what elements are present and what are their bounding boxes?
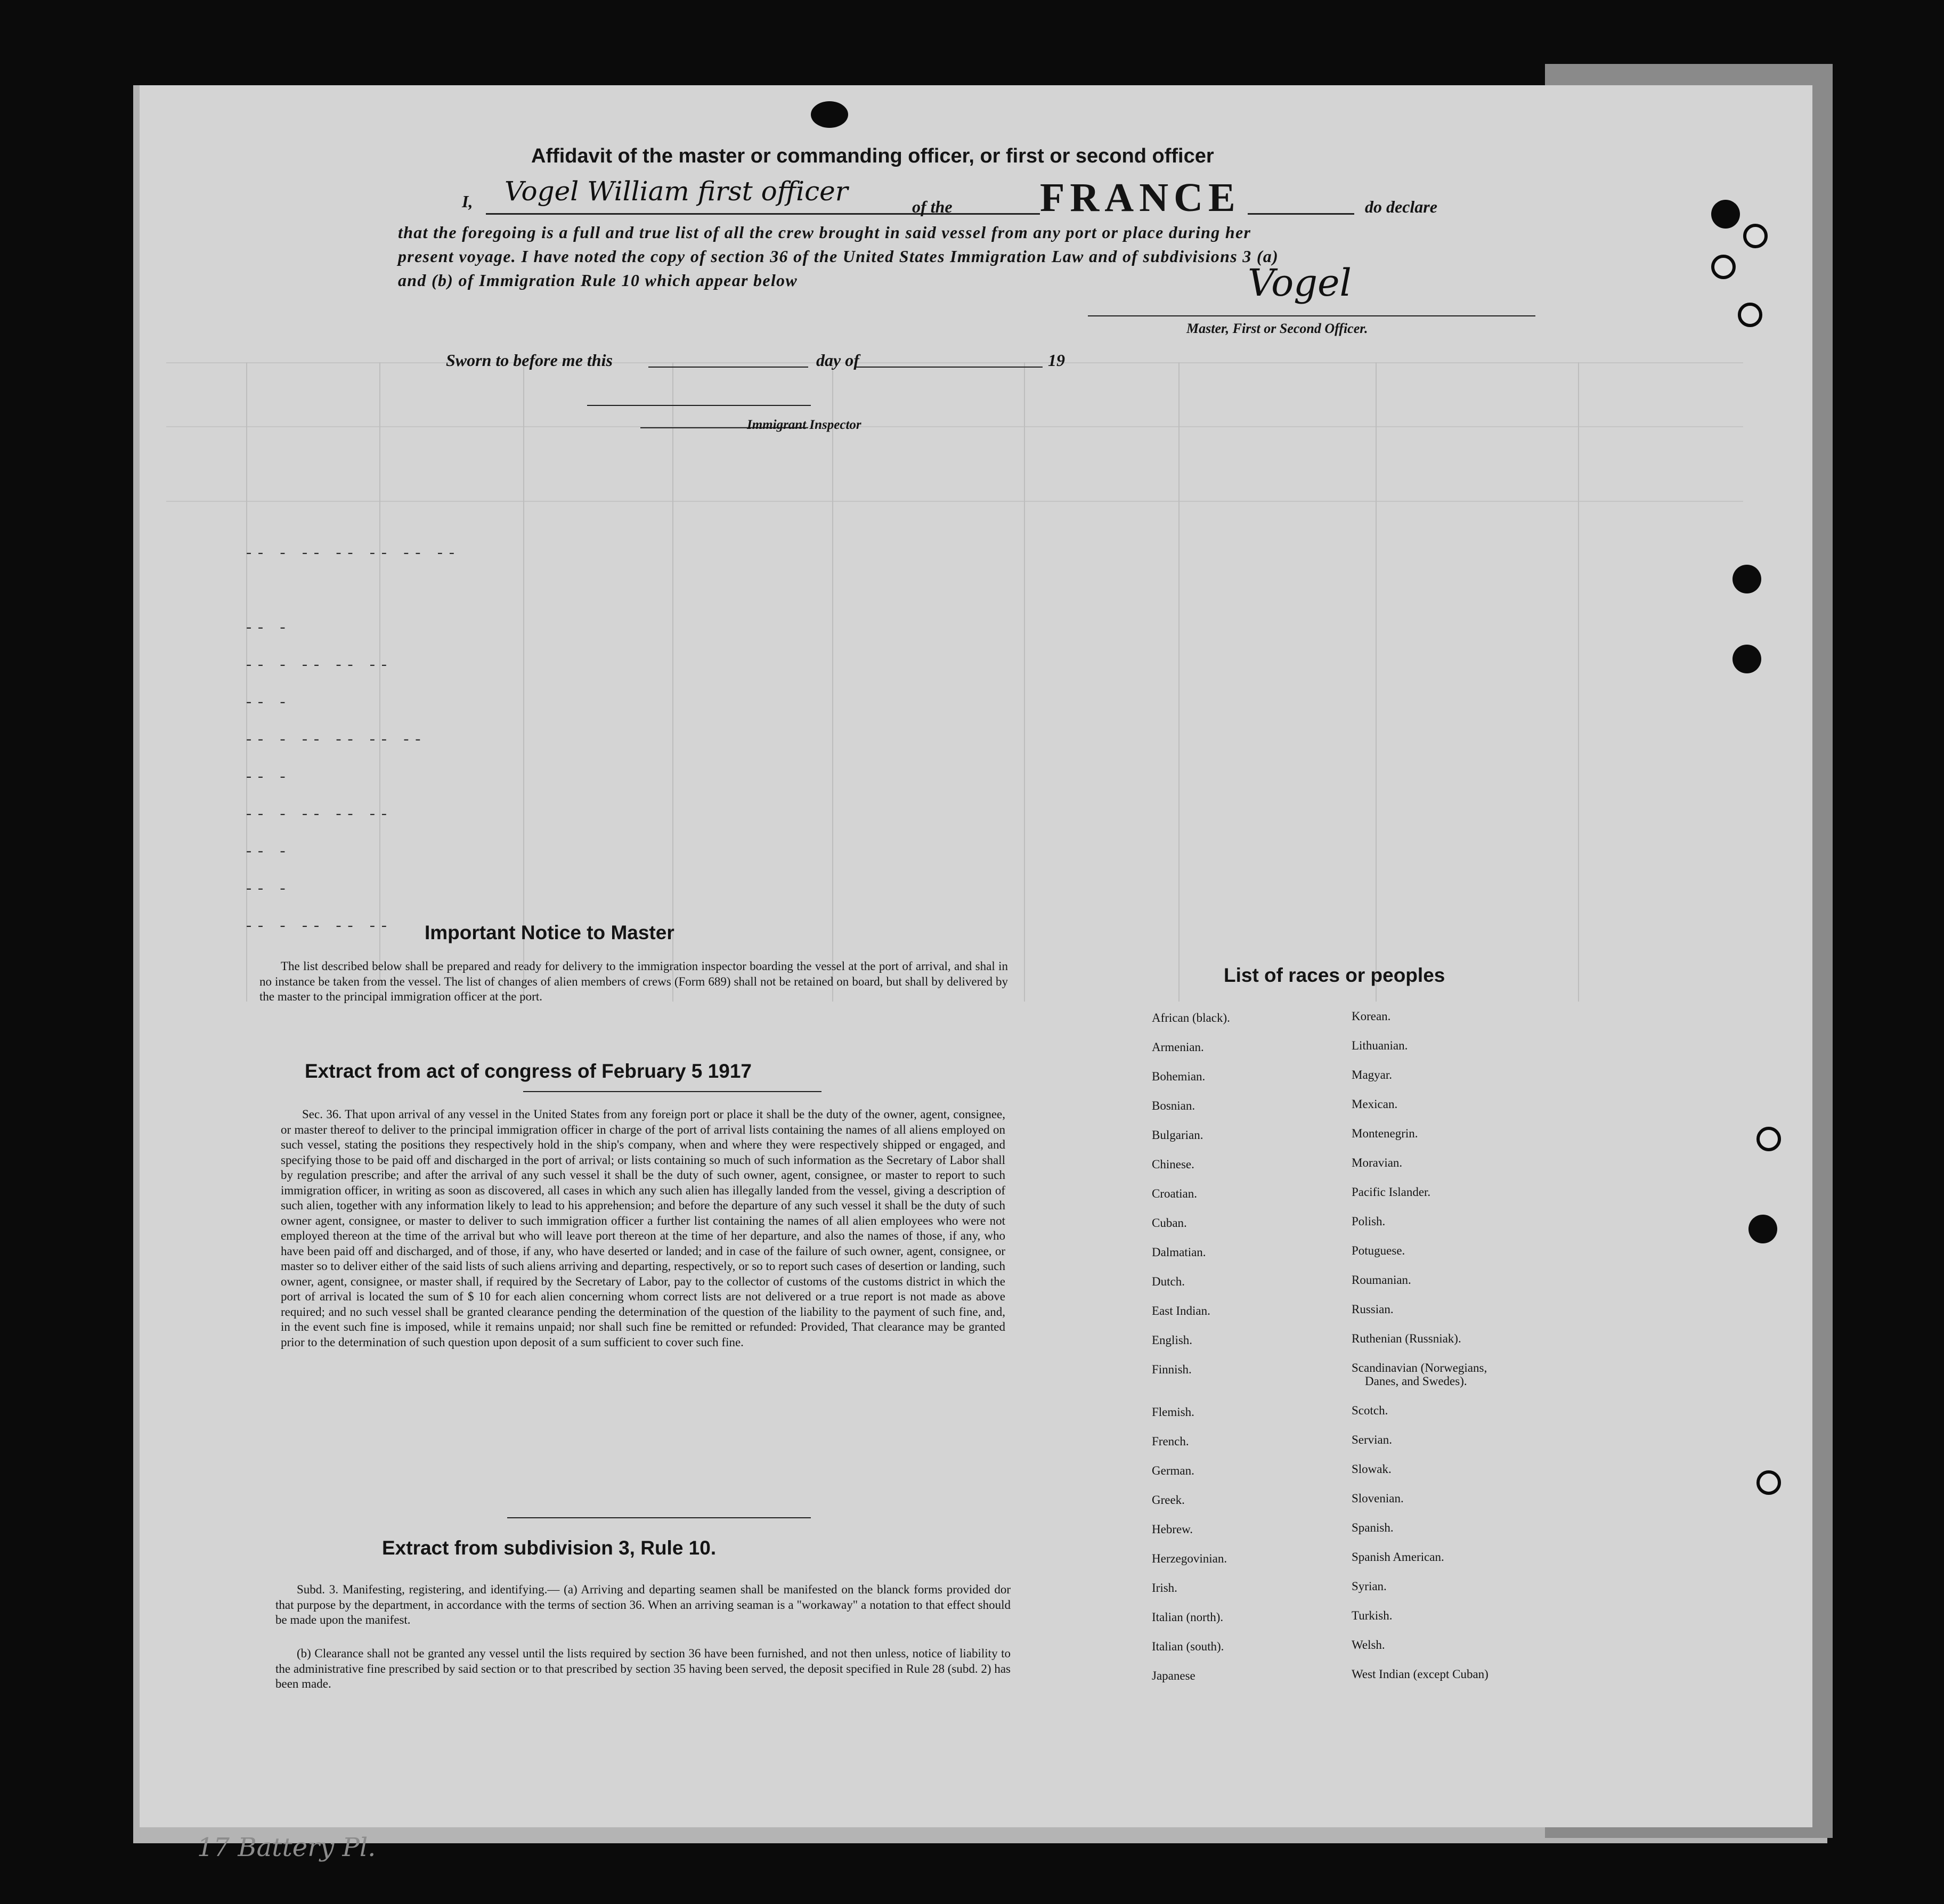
rule-title: Extract from subdivision 3, Rule 10. — [382, 1537, 717, 1559]
race-item: Magyar. — [1352, 1068, 1393, 1081]
race-item: Bosnian. — [1152, 1099, 1195, 1112]
underlying-handwriting: 17 Battery Pl. — [197, 1833, 376, 1862]
race-item: Ruthenian (Russniak). — [1352, 1332, 1461, 1345]
sworn-month-line — [856, 367, 1043, 368]
race-item: African (black). — [1152, 1011, 1230, 1024]
officer-signature: Vogel — [1248, 261, 1352, 305]
races-title: List of races or peoples — [1224, 964, 1445, 986]
officer-line — [486, 213, 1040, 215]
race-item: Cuban. — [1152, 1216, 1187, 1230]
punch-hole — [1743, 224, 1768, 248]
race-item: Bulgarian. — [1152, 1128, 1203, 1142]
inspector-line-1 — [587, 405, 811, 406]
affidavit-of-the: of the — [912, 197, 953, 216]
race-item: Mexican. — [1352, 1097, 1398, 1111]
race-item: Pacific Islander. — [1352, 1185, 1431, 1199]
race-item: Italian (north). — [1152, 1610, 1224, 1624]
race-item: East Indian. — [1152, 1304, 1210, 1317]
race-item: Roumanian. — [1352, 1273, 1411, 1287]
race-item: French. — [1152, 1435, 1189, 1448]
affidavit-i: I, — [462, 192, 473, 211]
race-item: Korean. — [1352, 1010, 1391, 1023]
race-item: Syrian. — [1352, 1580, 1387, 1593]
race-item: Slovenian. — [1352, 1492, 1404, 1505]
race-item: Scandinavian (Norwegians, — [1352, 1361, 1487, 1374]
sworn-text: Sworn to before me this — [446, 351, 613, 370]
race-item: Greek. — [1152, 1493, 1185, 1507]
sworn-day-of: day of — [816, 351, 859, 370]
punch-hole — [1756, 1127, 1781, 1151]
sworn-date-line — [648, 367, 808, 368]
act-title: Extract from act of congress of February 5 1917 — [305, 1060, 752, 1082]
race-item: Moravian. — [1352, 1156, 1403, 1169]
signature-line — [1088, 315, 1535, 316]
race-item: Irish. — [1152, 1581, 1177, 1594]
race-item: Montenegrin. — [1352, 1127, 1418, 1140]
race-item: Japanese — [1152, 1669, 1195, 1682]
race-item: Herzegovinian. — [1152, 1552, 1227, 1565]
punch-hole — [811, 101, 848, 128]
race-item: Bohemian. — [1152, 1070, 1206, 1083]
race-item: Lithuanian. — [1352, 1039, 1408, 1052]
race-item: Finnish. — [1152, 1363, 1192, 1376]
act-title-rule — [523, 1091, 821, 1092]
race-item: Slowak. — [1352, 1462, 1392, 1476]
race-item: Potuguese. — [1352, 1244, 1405, 1257]
notice-title: Important Notice to Master — [425, 922, 674, 943]
punch-hole — [1711, 255, 1736, 279]
race-item: Italian (south). — [1152, 1640, 1224, 1653]
race-item: Armenian. — [1152, 1040, 1204, 1054]
race-item: Scotch. — [1352, 1404, 1388, 1417]
inspector-caption: Immigrant Inspector — [747, 418, 861, 432]
punch-hole — [1711, 200, 1740, 229]
punch-hole — [1738, 303, 1762, 327]
race-item: Welsh. — [1352, 1638, 1385, 1651]
race-item: Dutch. — [1152, 1275, 1185, 1288]
race-item: Spanish American. — [1352, 1550, 1444, 1564]
manifest-page: Affidavit of the master or commanding officer, or first or second officer I, Vogel William first officer of the FRANCE do declare that the foregoing is a full and true list of all the crew brought in said vessel from any port or place during her present voyage. I have noted the copy of section 36 of the United States Immigration Law and of subdivisions 3 (a) and (b) of Immigration Rule 10 which appear below Vogel Master, First or Second Officer. Sworn to before me this day of 19 Immigrant Inspector -- - -- -- -- -- -- -- - -- - -- -- -- -- - -- - -- -- -- -- -- - -- - -- -- -- -- - -- - -- - -- -- -- Important Notice to Master The list described below shall be prepared and ready for delivery to the immigration inspector boarding the vessel at the port of arrival, and shal in no instance be taken from the vessel. The list of changes of alien members of crews (Form 689) shall not be retained on board, but shall by delivered by the master to the principal immigration officer at the port. Extract from act of congress of February 5 1917 Sec. 36. That upon arrival of any vessel in the United States from any foreign port or place it shall be the duty of the owner, agent, consignee, or master thereof to deliver to the principal immigration officer in charge of the port of arrival lists containing the names of all aliens employed on such vessel, stating the positions they respectively hold in the ship's company, when and where they were respectively shipped or engaged, and specifying those to be paid off and discharged in the port of arrival; or lists containing so much of such information as the Secretary of Labor shall by regulation prescribe; and after the arrival of any such vessel it shall be the duty of such owner, agent, consignee, or master to report to such immigration officer, in writing as soon as discovered, all cases in which any such alien has illegally landed from the vessel, giving a description of such alien, together with any information likely to lead to his apprehension; and before the departure of any such vessel it shall be the duty of such owner agent, consignee, or master to deliver to such immigration officer a further list containing the names of all alien employees who were not employed thereon at the time of the arrival but who will leave port thereon at the time of her departure, and also the names of those, if any, who have been paid off and discharged, and of those, if any, who have deserted or landed; and in case of the failure of such owner, agent, consignee, or master so to deliver either of the said lists of such aliens arriving and departing, respectively, or so to report such cases of desertion or landing, such owner, agent, consignee, or master shall, if required by the Secretary of Labor, pay to the collector of customs of the customs district in which the port of arrival is located the sum of $ 10 for each alien concerning whom correct lists are not delivered or a true report is not made as above required; and no such vessel shall be granted clearance pending the determination of the question of the liability to the payment of such fine, and, in the event such fine is imposed, while it remains unpaid; nor shall such fine be remitted or refunded: Provided, That clearance may be granted prior to the determination of such question upon deposit of a sum sufficient to cover such fine. Extract from subdivision 3, Rule 10. Subd. 3. Manifesting, registering, and identifying.— (a) Arriving and departing seamen shall be manifested on the blanck forms provided dor that purpose by the department, in accordance with the terms of section 36. When an arriving seaman is a "workaway" a notation to that effect should be made upon the manifest. (b) Clearance shall not be granted any vessel until the lists required by section 36 have been furnished, and not then unless, notice of liability to the administrative fine prescribed by said section or to that prescribed by section 35 having been served, the deposit specified in Rule 28 (subd. 2) has been made. List of races or peoples African (black). Armenian. Bohemian. Bosnian. Bulgarian. Chinese. Croatian. Cuban. Dalmatian. Dutch. East Indian. English. Finnish. Flemish. French. German. Greek. Hebrew. Herzegovinian. Irish. Italian (north). Italian (south). Japanese Korean. Lithuanian. Magyar. Mexican. Montenegrin. Moravian. Pacific Islander. Polish. Potuguese. Roumanian. Russian. Ruthenian (Russniak). Scandinavian (Norwegians, Danes, and Swedes). Scotch. Servian. Slowak. Slovenian. Spanish. Spanish American. Syrian. Turkish. Welsh. West Indian (except Cuban) — [140, 85, 1812, 1827]
rule-body-b: (b) Clearance shall not be granted any vessel until the lists required by section 36 have been furnished, and not then unless, notice of liability to the administrative fine prescribed by said section or to that prescribed by section 35 having been served, the deposit specified in Rule 28 (subd. 2) has been made. — [275, 1647, 1011, 1690]
race-item-continuation: Danes, and Swedes). — [1365, 1374, 1467, 1388]
punch-hole — [1748, 1215, 1777, 1243]
race-item: Croatian. — [1152, 1187, 1197, 1200]
race-item: Russian. — [1352, 1303, 1394, 1316]
affidavit-title: Affidavit of the master or commanding officer, or first or second officer — [531, 145, 1214, 167]
race-item: German. — [1152, 1464, 1194, 1477]
officer-name-handwritten: Vogel William first officer — [505, 176, 848, 207]
race-item: Hebrew. — [1152, 1523, 1193, 1536]
race-item: Chinese. — [1152, 1158, 1194, 1171]
signature-caption: Master, First or Second Officer. — [1186, 321, 1368, 336]
race-item: Spanish. — [1352, 1521, 1394, 1534]
vessel-name: FRANCE — [1040, 175, 1241, 220]
punch-hole — [1732, 645, 1761, 673]
rule-body-a: Subd. 3. Manifesting, registering, and identifying.— (a) Arriving and departing seamen shall be manifested on the blanck forms provided dor that purpose by the department, in accordance with the terms of section 36. When an arriving seaman is a "workaway" a notation to that effect should be made upon the manifest. — [275, 1583, 1011, 1626]
race-item: West Indian (except Cuban) — [1352, 1667, 1488, 1681]
affidavit-line-3: present voyage. I have noted the copy of section 36 of the United States Immigration Law and of subdivisions 3 (a) — [398, 247, 1279, 266]
sworn-year: 19 — [1048, 351, 1065, 370]
punch-hole — [1732, 565, 1761, 593]
notice-body: The list described below shall be prepared and ready for delivery to the immigration inspector boarding the vessel at the port of arrival, and shal in no instance be taken from the vessel. The list of changes of alien members of crews (Form 689) shall not be retained on board, but shall by delivered by the master to the principal immigration officer at the port. — [259, 959, 1008, 1003]
rule-title-rule — [507, 1517, 811, 1518]
affidavit-line-2: that the foregoing is a full and true list of all the crew brought in said vessel from any port or place during her — [398, 223, 1251, 242]
race-item: Polish. — [1352, 1215, 1386, 1228]
affidavit-declare: do declare — [1365, 197, 1437, 216]
race-item: English. — [1152, 1333, 1193, 1347]
race-item: Dalmatian. — [1152, 1246, 1206, 1259]
race-item: Turkish. — [1352, 1609, 1393, 1622]
affidavit-line-4: and (b) of Immigration Rule 10 which appear below — [398, 271, 798, 290]
race-item: Flemish. — [1152, 1405, 1194, 1419]
punch-hole — [1756, 1470, 1781, 1495]
vessel-line — [1248, 213, 1354, 215]
race-item: Servian. — [1352, 1433, 1393, 1446]
act-body: Sec. 36. That upon arrival of any vessel in the United States from any foreign port or place it shall be the duty of the owner, agent, consignee, or master thereof to deliver to the principal immigration officer in charge of the port of arrival lists containing the names of all aliens employed on such vessel, stating the positions they respectively hold in the ship's company, when and where they were respectively shipped or engaged, and specifying those to be paid off and discharged in the port of arrival; or lists containing so much of such information as the Secretary of Labor shall by regulation prescribe; and after the arrival of any such vessel it shall be the duty of such owner, agent, consignee, or master to report to such immigration officer, in writing as soon as discovered, all cases in which any such alien has illegally landed from the vessel, giving a description of such alien, together with any information likely to lead to his apprehension; and before the departure of any such vessel it shall be the duty of such owner agent, consignee, or master to deliver to such immigration officer a further list containing the names of all alien employees who were not employed thereon at the time of the arrival but who will leave port thereon at the time of her departure, and also the names of those, if any, who have been paid off and discharged, and of those, if any, who have deserted or landed; and in case of the failure of such owner, agent, consignee, or master so to deliver either of the said lists of such aliens arriving and departing, respectively, or so to report such cases of desertion or landing, such owner, agent, consignee, or master shall, if required by the Secretary of Labor, pay to the collector of customs of the customs district in which the port of arrival is located the sum of $ 10 for each alien concerning whom correct lists are not delivered or a true report is not made as above required; and no such vessel shall be granted clearance pending the determination of the question of the liability to the payment of such fine, and, in the event such fine is imposed, while it remains unpaid; nor shall such fine be remitted or refunded: Provided, That clearance may be granted prior to the determination of such question upon deposit of a sum sufficient to cover such fine. — [281, 1108, 1005, 1349]
